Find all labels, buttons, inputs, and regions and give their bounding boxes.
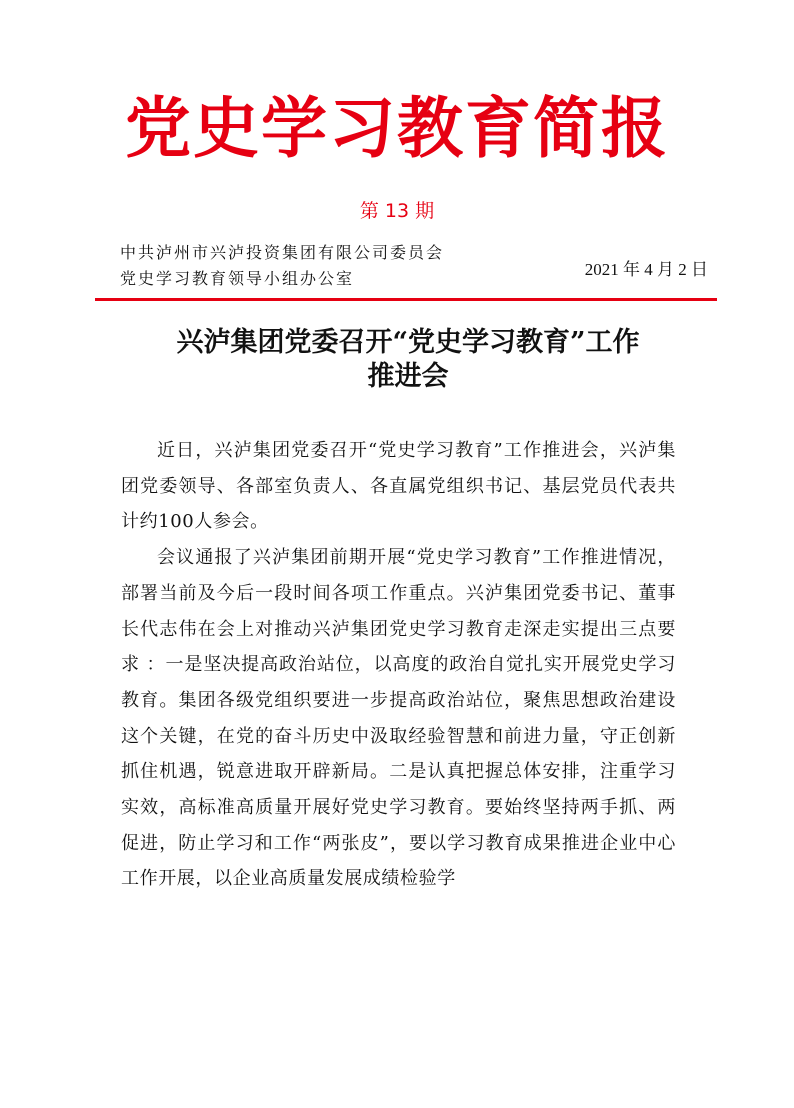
issuer-office: 党史学习教育领导小组办公室 (120, 269, 355, 288)
issue-number: 第 13 期 (359, 200, 435, 222)
article-paragraph: 近日，兴泸集团党委召开“党史学习教育”工作推进会，兴泸集团党委领导、各部室负责人、各直属党组织书记、基层党员代表共计约100人参会。 (121, 440, 676, 533)
article-body (121, 433, 676, 897)
masthead-title: 党史学习教育简报 (125, 89, 669, 167)
article-paragraph: 会议通报了兴泸集团前期开展“党史学习教育”工作推进情况，部署当前及今后一段时间各项工作重点。兴泸集团党委书记、董事长代志伟在会上对推动兴泸集团党史学习教育走深走实提出三点要求 ：一是坚决提高政治站位，以高度的政治自觉扎实开展党史学习教育。集团各级党组织要进一步提高政治站位，聚焦思想政治建设这个关键，在党的奋斗历史中汲取经验智慧和前进力量，守正创新抓住机遇，锐意进取开辟新局。二是认真把握总体安排，注重学习实效，高标准高质量开展好党史学习教育。要始终坚持两手抓、两促进，防止学习和工作“两张皮”，要以学习教育成果推进企业中心工作开展，以企业高质量发展成绩检验学 (121, 547, 676, 890)
issue-date: 2021 年 4 月 2 日 (584, 260, 708, 279)
red-divider-rule (95, 298, 717, 301)
article-headline-line-1: 兴泸集团党委召开“党史学习教育”工作 (176, 327, 640, 358)
article-headline (108, 326, 708, 394)
issuer-organization: 中共泸州市兴泸投资集团有限公司委员会 (120, 243, 445, 262)
issuer-block (120, 240, 444, 292)
article-headline-line-2: 推进会 (367, 361, 449, 392)
